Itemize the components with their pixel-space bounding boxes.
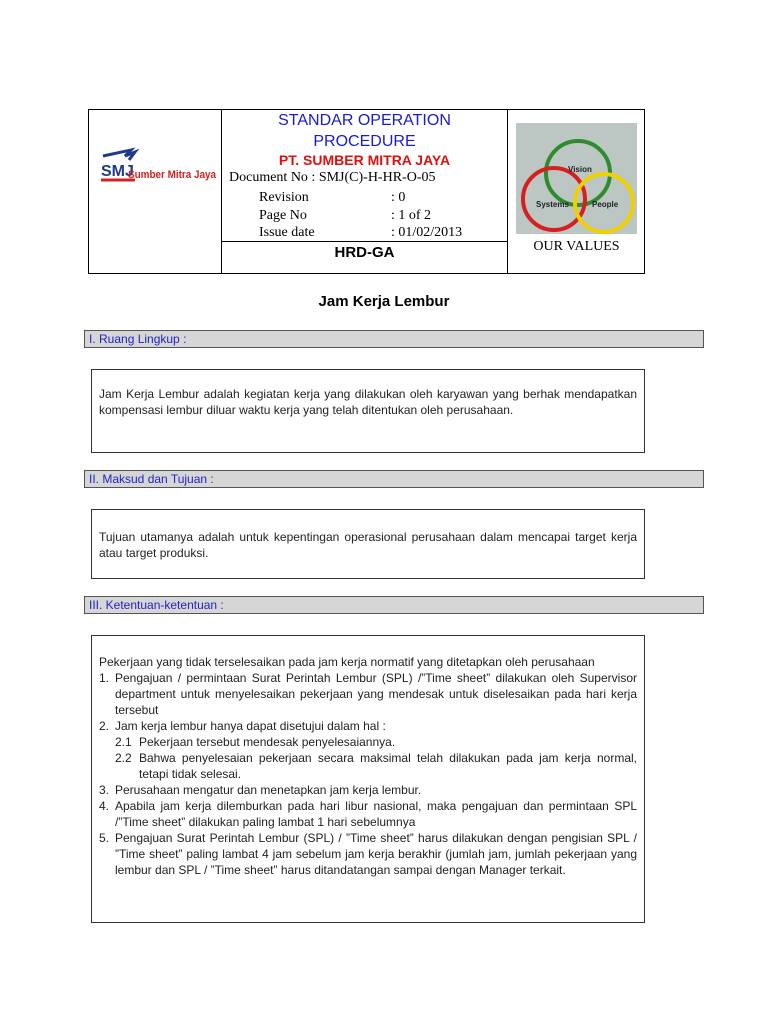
list-text: Apabila jam kerja dilemburkan pada hari libur nasional, maka pengajuan dan permintaan SPL /”Time sheet” dilakukan paling lambat 1 hari sebelumnya [115,799,637,829]
list-item [99,718,637,734]
document-number: Document No : SMJ(C)-H-HR-O-05 [229,170,436,185]
list-text: Pengajuan / permintaan Surat Perintah Lembur (SPL) /”Time sheet” dilakukan oleh Supervisor department untuk menyelesaikan pekerjaan yang mendesak untuk diselesaikan pada hari kerja tersebut [115,671,637,717]
company-logo [95,146,219,196]
list-text: Jam kerja lembur hanya dapat disetujui dalam hal : [115,719,386,733]
revision-label: Revision [259,190,309,205]
section-heading-provisions: III. Ketentuan-ketentuan : [84,596,704,614]
list-number: 3. [99,783,110,797]
list-item [99,830,637,878]
list-number: 1. [99,671,110,685]
sub-list-item [99,750,637,782]
list-text: Perusahaan mengatur dan menetapkan jam kerja lembur. [115,783,422,797]
list-item [99,798,637,830]
list-number: 2. [99,719,110,733]
people-label: People [592,200,619,209]
list-item [99,782,637,798]
section-heading-scope: I. Ruang Lingkup : [84,330,704,348]
section-body-scope [91,369,645,453]
our-values-caption: OUR VALUES [533,239,620,254]
systems-label: Systems [536,200,569,209]
logo-text: Sumber Mitra Jaya [128,169,217,181]
scope-text: Jam Kerja Lembur adalah kegiatan kerja yang dilakukan oleh karyawan yang berhak mendapatkan kompensasi lembur diluar waktu kerja yang telah ditentukan oleh perusahaan. [99,387,637,417]
page-no-label: Page No [259,208,307,223]
sub-list-number: 2.2 [115,751,132,765]
issue-date-label: Issue date [259,225,315,240]
sub-list-text: Pekerjaan tersebut mendesak penyelesaiannya. [139,735,396,749]
sop-title-line1: STANDAR OPERATION [278,112,451,129]
issue-date-value: : 01/02/2013 [391,225,463,240]
department-label: HRD-GA [334,244,395,261]
vision-label: Vision [568,165,592,174]
document-header-table [88,109,645,274]
section-body-provisions [91,635,645,923]
header-divider [221,241,507,242]
our-values-image [516,123,637,234]
sub-list-text: Bahwa penyelesaian pekerjaan secara maksimal telah dilakukan pada jam kerja normal, tetapi tidak selesai. [139,751,637,781]
page-title: Jam Kerja Lembur [318,293,450,310]
provisions-intro: Pekerjaan yang tidak terselesaikan pada jam kerja normatif yang ditetapkan oleh perusahaan [99,655,595,669]
section-heading-purpose: II. Maksud dan Tujuan : [84,470,704,488]
list-item [99,670,637,718]
sop-title-line2: PROCEDURE [313,133,416,150]
company-name: PT. SUMBER MITRA JAYA [278,152,451,168]
section-body-purpose [91,509,645,579]
logo-mark: SMJ [101,163,134,180]
page-no-value: : 1 of 2 [391,208,432,223]
list-number: 4. [99,799,110,813]
sub-list-item [99,734,637,750]
purpose-text: Tujuan utamanya adalah untuk kepentingan operasional perusahaan dalam mencapai target kerja atau target produksi. [99,530,637,560]
list-text: Pengajuan Surat Perintah Lembur (SPL) / ”Time sheet” harus dilakukan dengan pengisian SPL / ”Time sheet” paling lambat 4 jam sebelum jam kerja berakhir (jumlah jam, jumlah pekerjaan yang lembur dan SPL / ”Time sheet” harus ditandatangan sampai dengan Manager terkait. [115,831,637,877]
revision-value: : 0 [391,190,406,205]
list-number: 5. [99,831,110,845]
sub-list-number: 2.1 [115,735,132,749]
